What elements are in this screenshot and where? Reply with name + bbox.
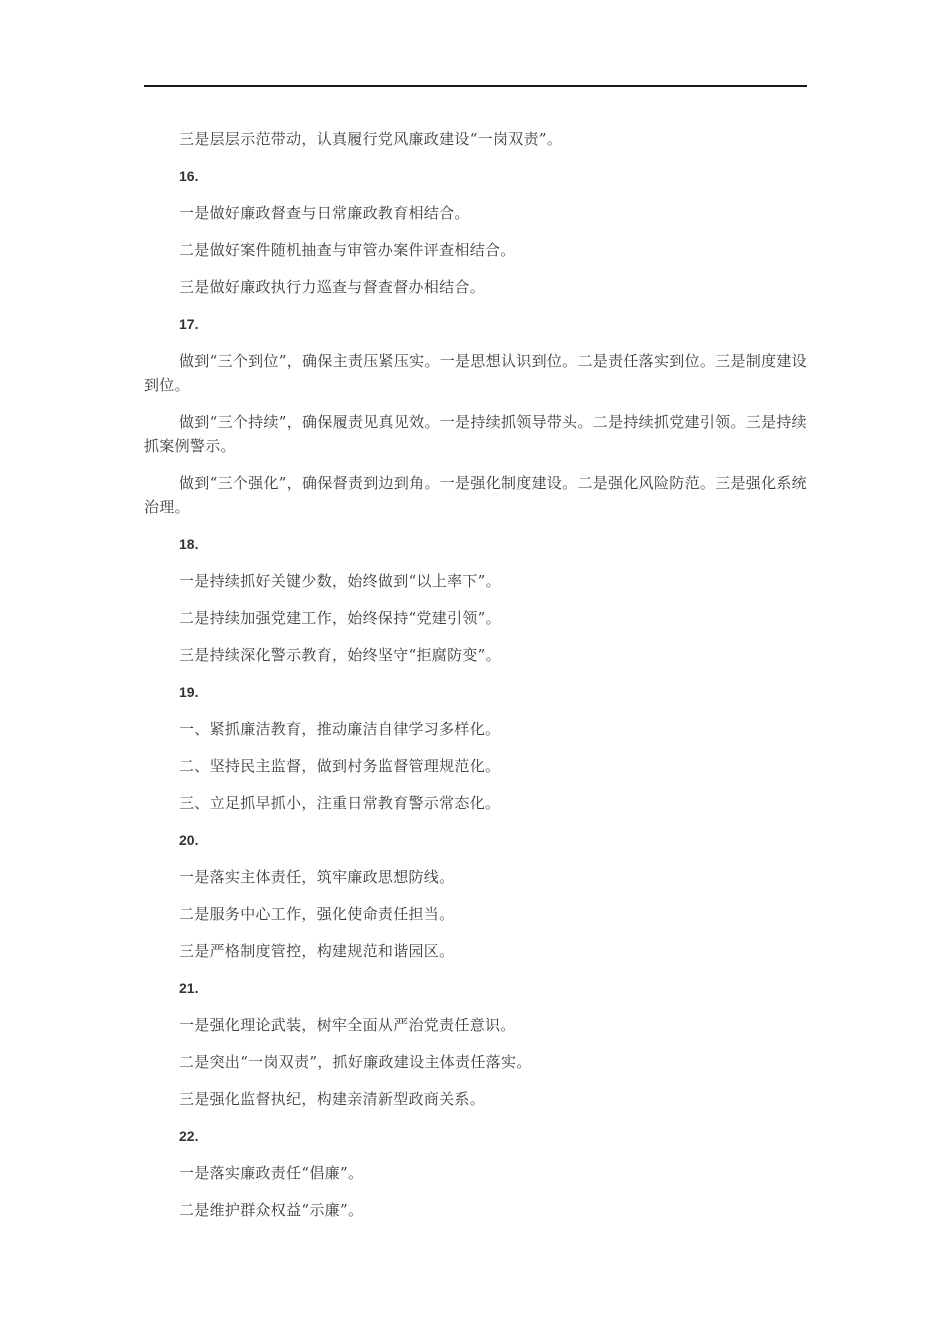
text-line: 一是强化理论武装，树牢全面从严治党责任意识。 (179, 1016, 516, 1034)
document-body (144, 127, 807, 1235)
text-line: 一是落实廉政责任“倡廉”。 (179, 1164, 364, 1182)
section-number: 22. (179, 1128, 199, 1144)
section-number: 19. (179, 684, 199, 700)
text-line: 二是做好案件随机抽查与审管办案件评查相结合。 (179, 241, 516, 259)
section-number: 18. (179, 536, 199, 552)
section-number: 21. (179, 980, 199, 996)
header-rule (144, 85, 807, 87)
section-number: 17. (179, 316, 199, 332)
text-line: 一、紧抓廉洁教育，推动廉洁自律学习多样化。 (179, 720, 501, 738)
text-line: 一是持续抓好关键少数，始终做到“以上率下”。 (179, 572, 501, 590)
paragraph: 做到“三个持续”，确保履责见真见效。一是持续抓领导带头。二是持续抓党建引领。三是持续抓案例警示。 (144, 413, 807, 455)
text-line: 二是持续加强党建工作，始终保持“党建引领”。 (179, 609, 501, 627)
paragraph: 做到“三个到位”，确保主责压紧压实。一是思想认识到位。二是责任落实到位。三是制度建设到位。 (144, 352, 807, 394)
section-number: 20. (179, 832, 199, 848)
text-line: 二是维护群众权益“示廉”。 (179, 1201, 364, 1219)
text-line: 二是突出“一岗双责”，抓好廉政建设主体责任落实。 (179, 1053, 532, 1071)
text-line: 三是做好廉政执行力巡查与督查督办相结合。 (179, 278, 486, 296)
paragraph: 做到“三个强化”，确保督责到边到角。一是强化制度建设。二是强化风险防范。三是强化系统治理。 (144, 474, 807, 516)
text-line: 一是落实主体责任，筑牢廉政思想防线。 (179, 868, 455, 886)
text-line: 一是做好廉政督查与日常廉政教育相结合。 (179, 204, 470, 222)
text-line: 三、立足抓早抓小，注重日常教育警示常态化。 (179, 794, 501, 812)
text-line: 三是强化监督执纪，构建亲清新型政商关系。 (179, 1090, 486, 1108)
text-line: 三是持续深化警示教育，始终坚守“拒腐防变”。 (179, 646, 501, 664)
text-line: 三是层层示范带动，认真履行党风廉政建设“一岗双责”。 (179, 130, 563, 148)
text-line: 二是服务中心工作，强化使命责任担当。 (179, 905, 455, 923)
section-number: 16. (179, 168, 199, 184)
text-line: 三是严格制度管控，构建规范和谐园区。 (179, 942, 455, 960)
text-line: 二、坚持民主监督，做到村务监督管理规范化。 (179, 757, 501, 775)
